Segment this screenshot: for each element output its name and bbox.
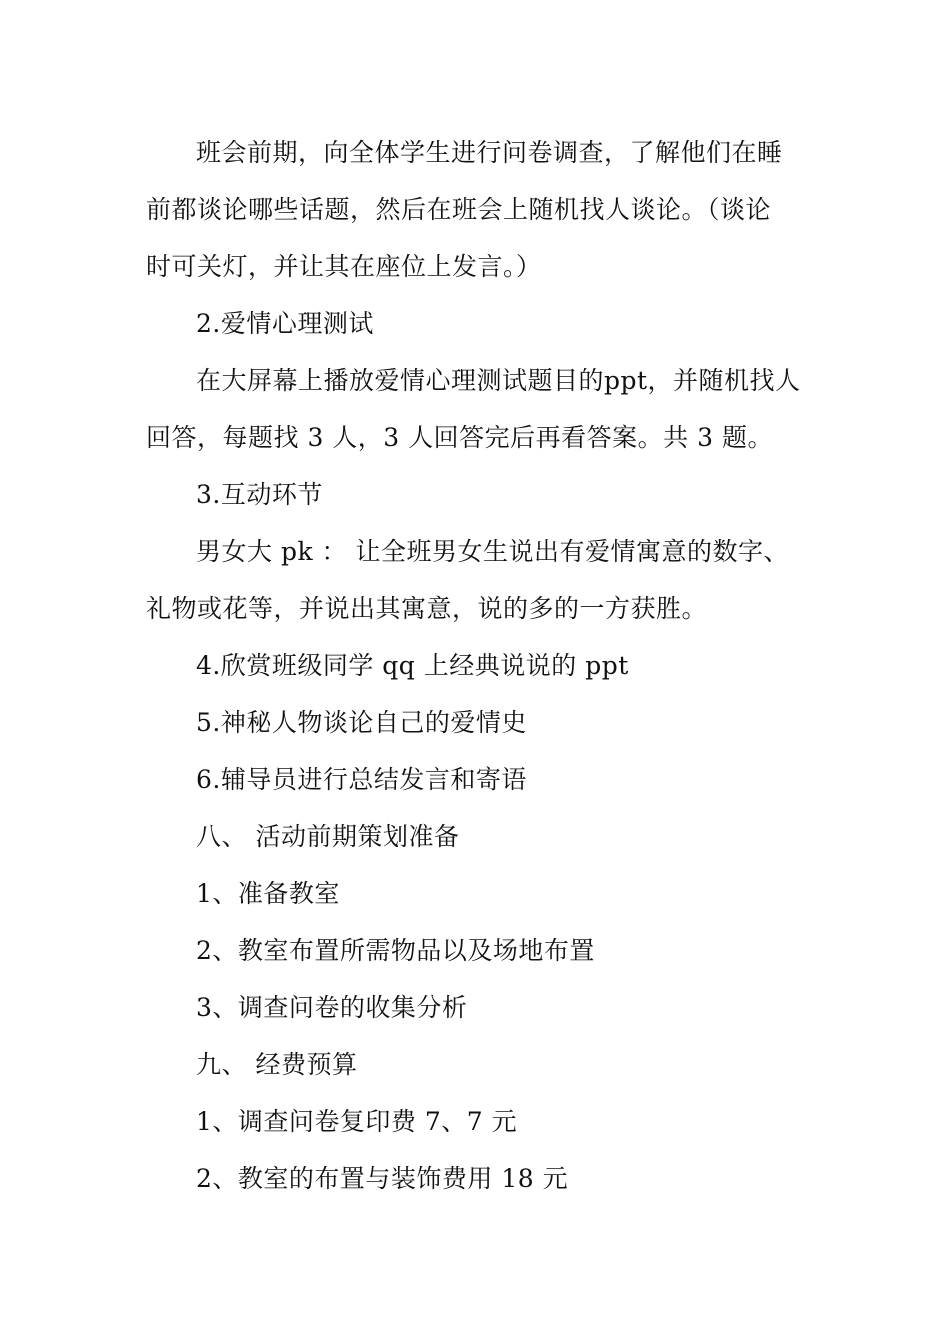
list-item: 6.辅导员进行总结发言和寄语 [196, 765, 527, 794]
paragraph-line: 时可关灯，并让其在座位上发言。） [146, 252, 542, 281]
section-heading: 九、 经费预算 [196, 1050, 358, 1079]
paragraph-line: 前都谈论哪些话题，然后在班会上随机找人谈论。（谈论 [146, 195, 772, 224]
section-heading: 2.爱情心理测试 [196, 309, 374, 338]
list-item: 3、调查问卷的收集分析 [196, 993, 468, 1022]
list-item: 4.欣赏班级同学 qq 上经典说说的 ppt [196, 651, 629, 680]
paragraph-line: 班会前期，向全体学生进行问卷调查，了解他们在睡 [196, 138, 783, 167]
list-item: 1、调查问卷复印费 7、7 元 [196, 1107, 518, 1136]
paragraph-line: 在大屏幕上播放爱情心理测试题目的ppt，并随机找人 [196, 366, 801, 395]
section-heading: 八、 活动前期策划准备 [196, 822, 460, 851]
list-item: 1、准备教室 [196, 879, 340, 908]
paragraph-line: 回答，每题找 3 人，3 人回答完后再看答案。共 3 题。 [146, 423, 773, 452]
list-item: 2、教室布置所需物品以及场地布置 [196, 936, 595, 965]
paragraph-line: 男女大 pk ： 让全班男女生说出有爱情寓意的数字、 [196, 537, 789, 566]
list-item: 2、教室的布置与装饰费用 18 元 [196, 1164, 569, 1193]
list-item: 5.神秘人物谈论自己的爱情史 [196, 708, 527, 737]
paragraph-line: 礼物或花等，并说出其寓意，说的多的一方获胜。 [146, 594, 708, 623]
section-heading: 3.互动环节 [196, 480, 323, 509]
